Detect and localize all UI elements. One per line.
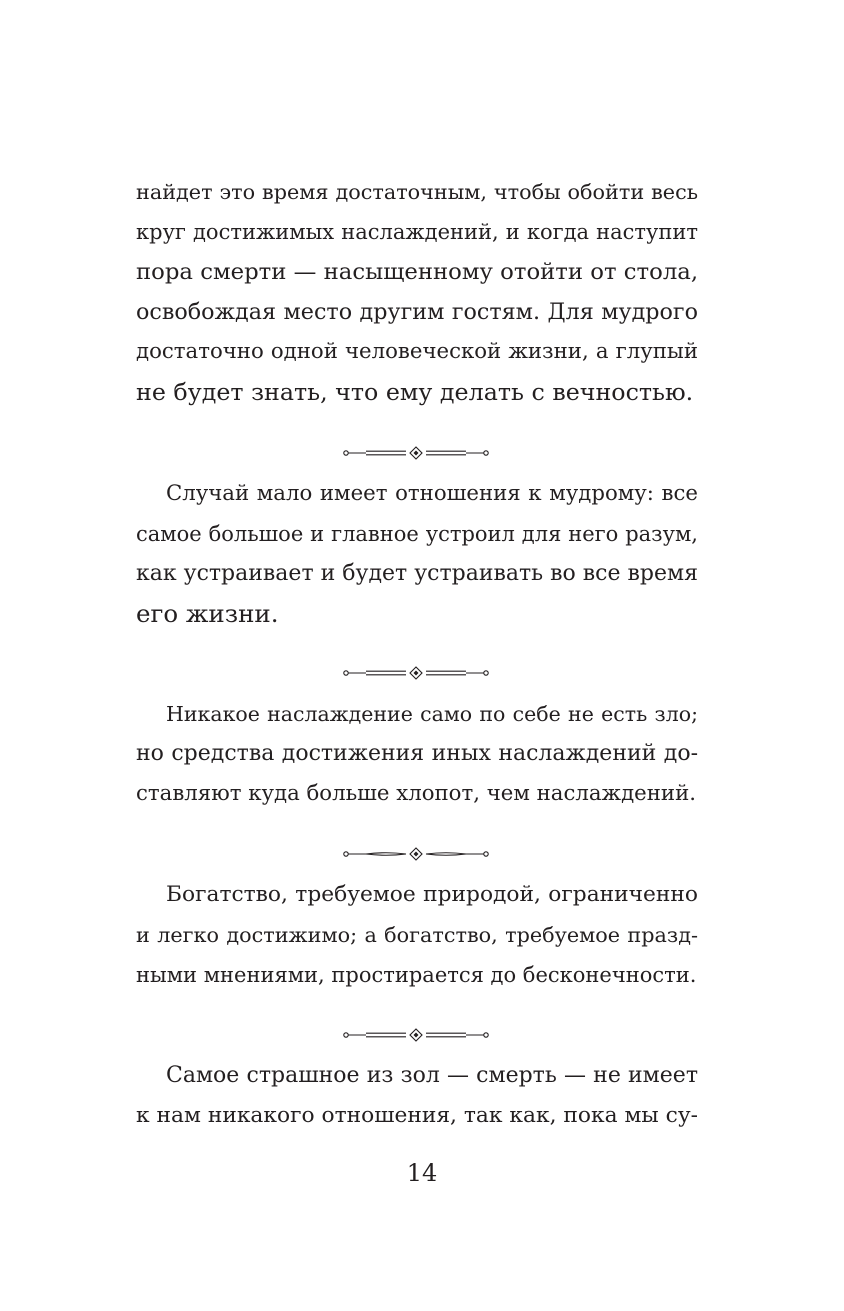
text-line: не будет знать, что ему делать с вечностью. (136, 378, 694, 406)
text-line: пора смерти — насыщенному отойти от стола, (136, 259, 699, 285)
text-line: и легко достижимо; а богатство, требуемое празд- (136, 923, 698, 947)
paragraph-3 (136, 694, 698, 814)
text-line: Богатство, требуемое природой, ограниченно (166, 882, 698, 907)
text-line: достаточно одной человеческой жизни, а глупый (136, 339, 698, 364)
text-line: круг достижимых наслаждений, и когда наступит (136, 220, 698, 244)
text-line: самое большое и главное устроил для него разум, (136, 522, 698, 546)
paragraph-1 (136, 172, 698, 412)
paragraph-5 (136, 1056, 698, 1136)
text-line: Никакое наслаждение само по себе не есть зло; (166, 702, 698, 726)
text-line: ставляют куда больше хлопот, чем наслаждений. (136, 781, 697, 806)
paragraph-4 (136, 875, 698, 995)
text-line: найдет это время достаточным, чтобы обойти весь (136, 180, 698, 204)
text-line: освобождая место другим гостям. Для мудрого (136, 299, 698, 325)
text-line: Самое страшное из зол — смерть — не имеет (166, 1063, 698, 1088)
ornament-divider (342, 446, 490, 460)
text-line: к нам никакого отношения, так как, пока мы су- (136, 1103, 698, 1128)
text-line: Случай мало имеет отношения к мудрому: все (166, 481, 698, 506)
text-line: как устраивает и будет устраивать во все время (136, 561, 698, 586)
text-line: его жизни. (136, 599, 279, 628)
text-line: но средства достижения иных наслаждений до- (136, 741, 698, 766)
paragraph-2 (136, 474, 698, 634)
ornament-divider (342, 1028, 490, 1042)
text-line: ными мнениями, простирается до бесконечности. (136, 963, 697, 987)
ornament-divider (342, 847, 490, 861)
ornament-divider (342, 666, 490, 680)
page-number: 14 (406, 1159, 438, 1187)
